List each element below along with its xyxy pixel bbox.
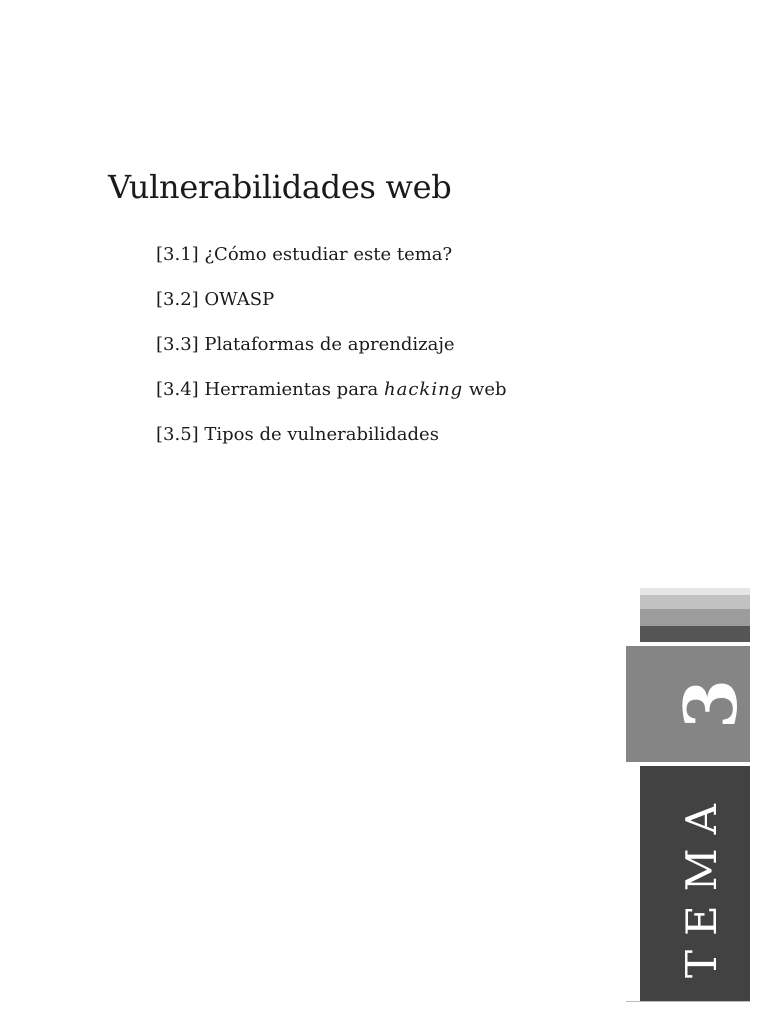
toc-item-3-1: [3.1] ¿Cómo estudiar este tema?	[156, 244, 453, 265]
toc-item-3-4-prefix: [3.4] Herramientas para	[156, 379, 384, 400]
toc-item-3-5: [3.5] Tipos de vulnerabilidades	[156, 424, 439, 445]
chapter-label: TEMA	[677, 789, 726, 979]
toc-item-3-4-suffix: web	[463, 379, 507, 400]
divider	[626, 1001, 750, 1002]
chapter-label-box	[640, 766, 750, 1002]
chapter-number-box	[626, 646, 753, 762]
chapter-number: 3	[667, 678, 753, 730]
toc-item-3-3: [3.3] Plataformas de aprendizaje	[156, 334, 455, 355]
decorative-strip-2	[640, 595, 750, 609]
toc-item-3-2: [3.2] OWASP	[156, 289, 275, 310]
decorative-strip-3	[640, 609, 750, 626]
decorative-strip-4	[640, 626, 750, 642]
toc-item-3-4-emphasis: hacking	[384, 379, 464, 400]
table-of-contents	[156, 242, 507, 467]
toc-item-3-4	[156, 377, 507, 422]
decorative-strip-1	[640, 588, 750, 595]
page-title: Vulnerabilidades web	[108, 168, 452, 206]
